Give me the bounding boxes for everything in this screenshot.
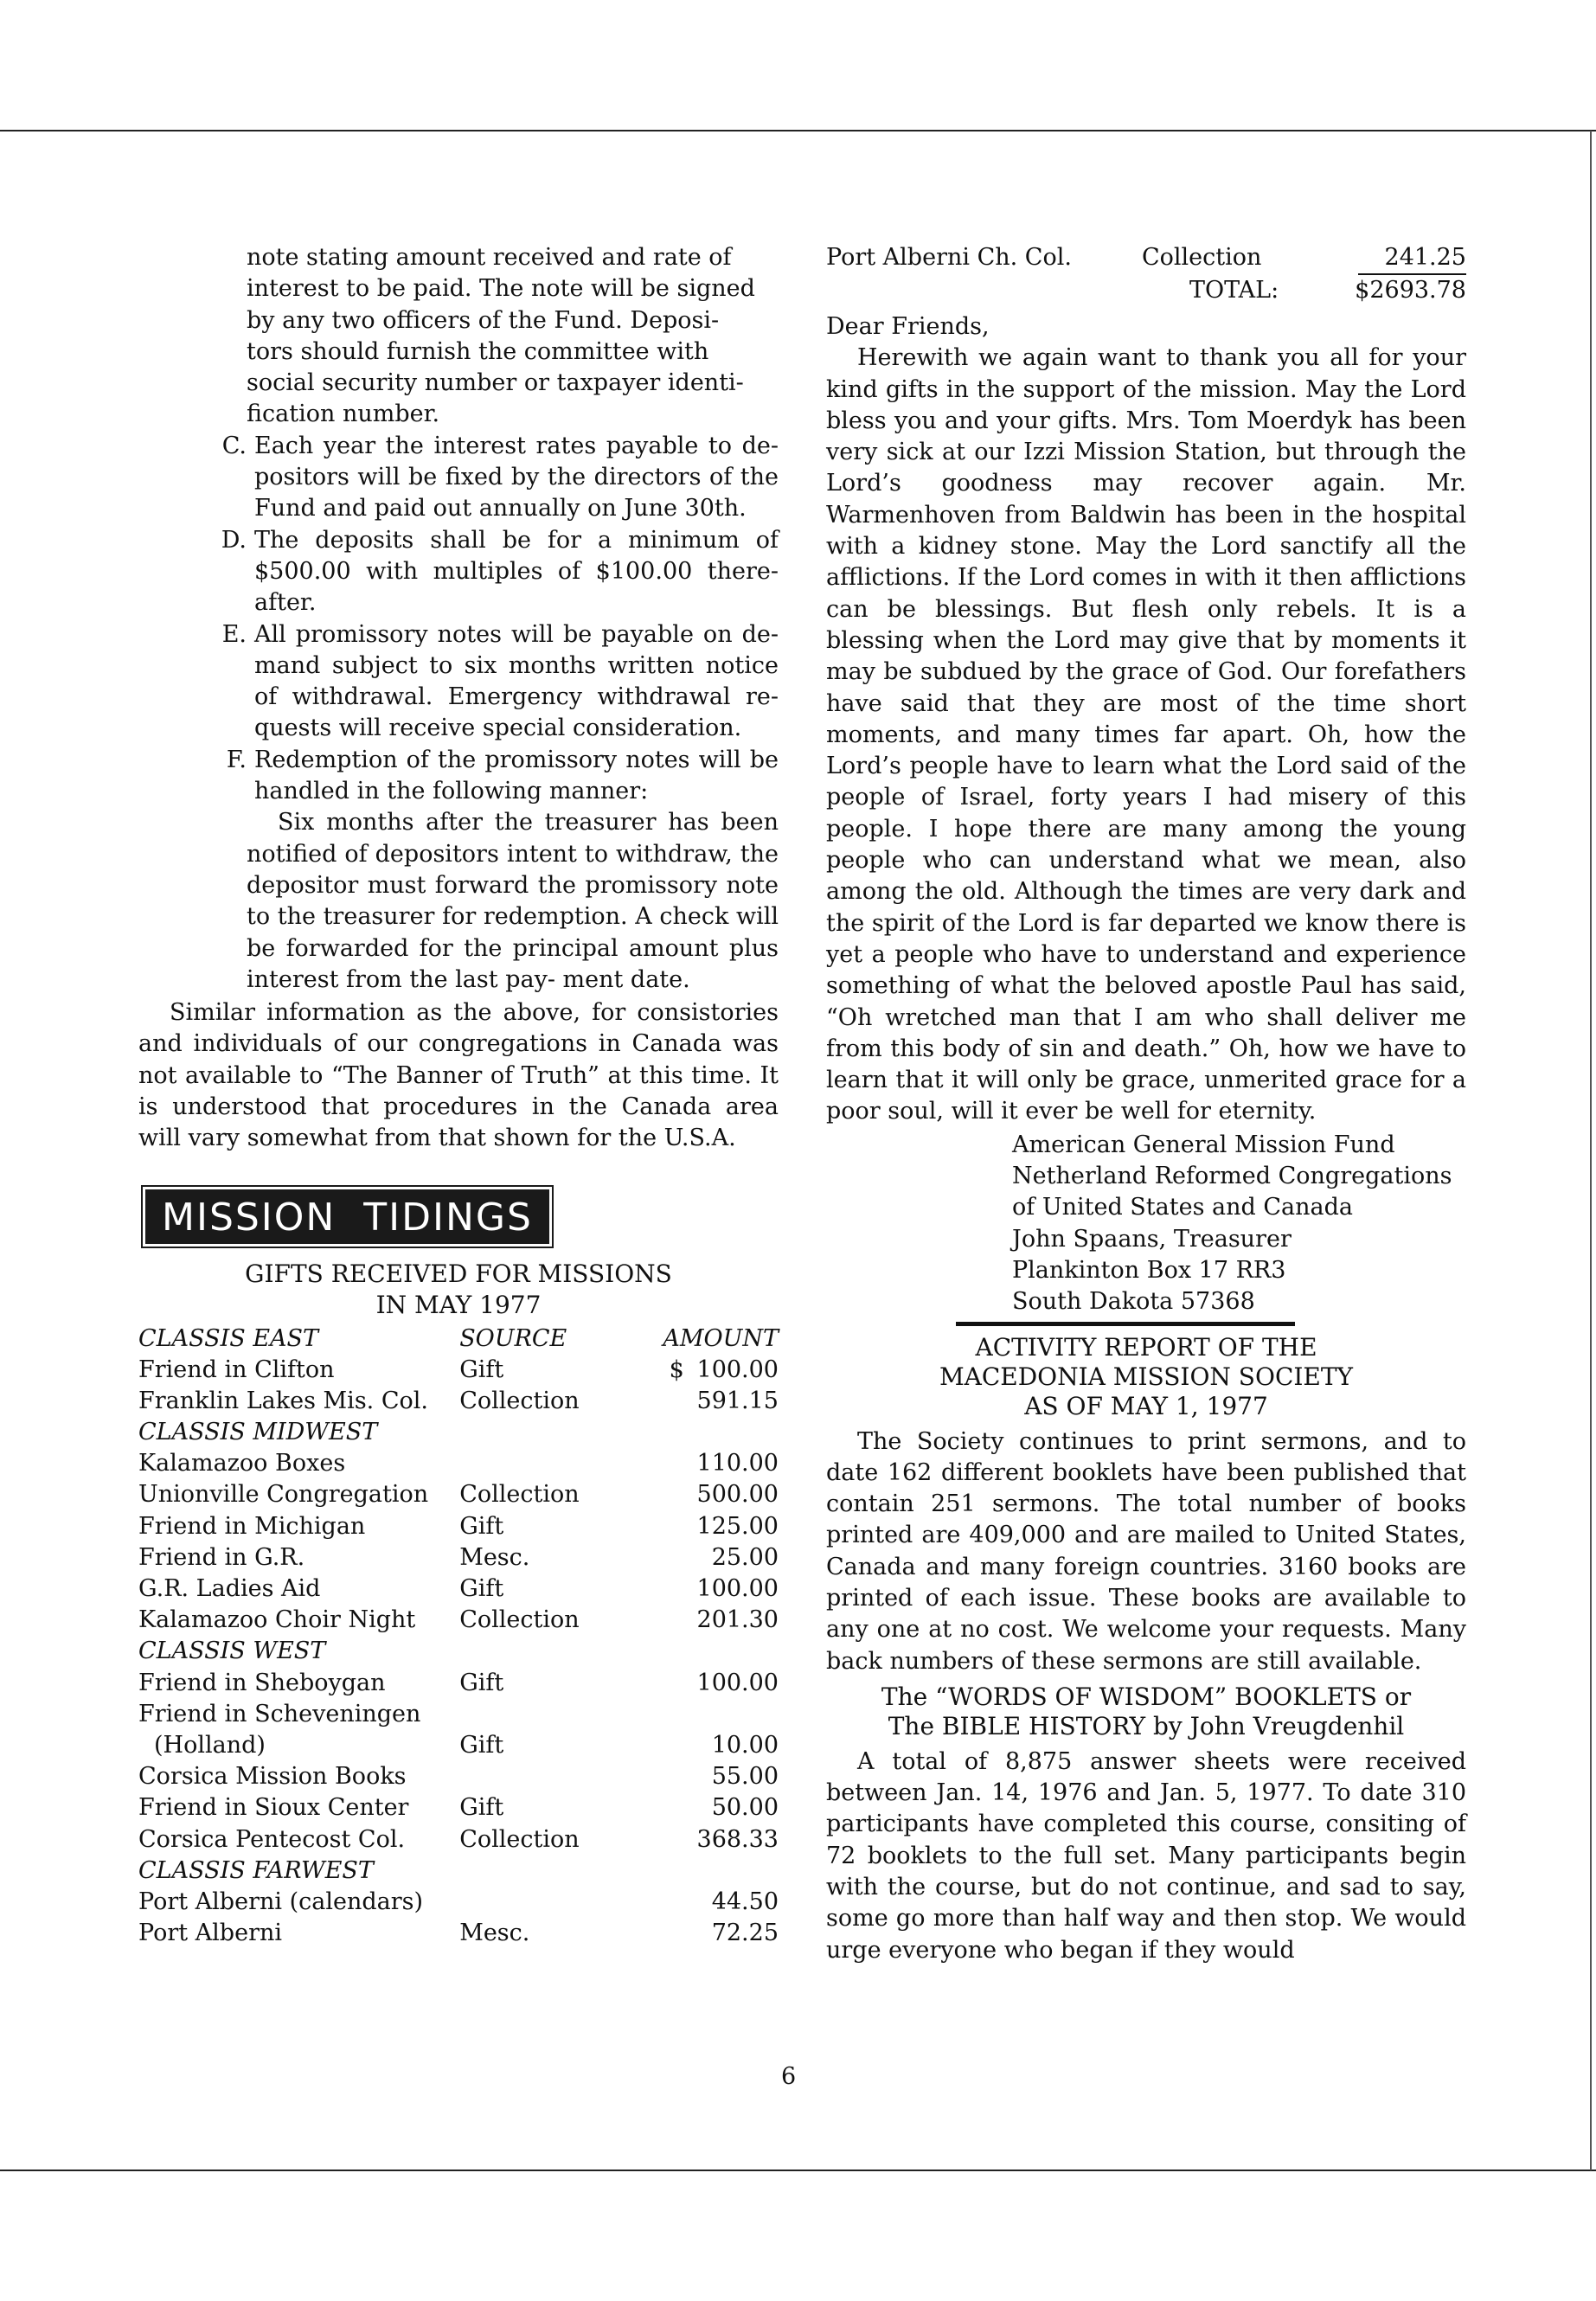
table-row bbox=[138, 1761, 779, 1792]
letter-body: Herewith we again want to thank you all for your kind gifts in the support of the mission. May the Lord bless you and your gifts. Mrs. Tom Moerdyk has been very sick at our Izzi Mission Station, but through the Lord’s goodness may recover again. Mr. Warmenhoven from Baldwin has been in the hospital with a kidney stone. May the Lord sanctify all the afflictions. If the Lord comes in with it then afflictions can be blessings. But flesh only rebels. It is a blessing when the Lord may give that by moments it may be subdued by the grace of God. Our forefathers have said that they are most of the time short moments, and many times far apart. Oh, how the Lord’s people have to learn what the Lord said of the people of Israel, forty years I had misery of this people. I hope there are many among the young people who can understand what we mean, also among the old. Although the times are very dark and the spirit of the Lord is far departed we know there is yet a people who have to understand and experience something of what the beloved apostle Paul has said, “Oh wretched man that I am who shall deliver me from this body of sin and death.” Oh, how we have to learn that it will only be grace, unmerited grace for a poor soul, will it ever be well for eternity. bbox=[826, 344, 1466, 1125]
row-amount: 72.25 bbox=[711, 1920, 779, 1947]
page-number: 6 bbox=[781, 2063, 797, 2090]
row-amount: 10.00 bbox=[711, 1732, 779, 1759]
right-border-line bbox=[1590, 131, 1592, 2170]
similar-information-paragraph: Similar information as the above, for consistories and individuals of our congregations in Canada was not available to “The Banner of Truth” at this time. It is understood that procedures in the Canada area will vary somewhat from that shown for the U.S.A. bbox=[138, 999, 779, 1152]
row-source bbox=[459, 1761, 653, 1792]
gifts-subtitle: IN MAY 1977 bbox=[375, 1290, 542, 1319]
intro-line: social security number or taxpayer identi- bbox=[247, 369, 744, 397]
row-amount: 110.00 bbox=[696, 1450, 779, 1477]
list-text: Each year the interest rates payable to de- positors will be fixed by the directors of the Fund and paid out annually on June 30th. bbox=[254, 432, 779, 522]
classis-row bbox=[138, 1417, 779, 1448]
table-row bbox=[138, 1574, 779, 1605]
table-row bbox=[138, 1511, 779, 1542]
table-row bbox=[138, 1668, 779, 1699]
totals-block bbox=[826, 242, 1466, 306]
row-source bbox=[459, 1448, 653, 1479]
row-name: Friend in Scheveningen bbox=[138, 1700, 421, 1727]
signature-line: John Spaans, Treasurer bbox=[1012, 1225, 1292, 1253]
row-name: Port Alberni bbox=[138, 1920, 282, 1947]
gifts-title: GIFTS RECEIVED FOR MISSIONS bbox=[245, 1259, 672, 1288]
list-letter: D. bbox=[221, 526, 247, 554]
row-source: Collection bbox=[1142, 244, 1262, 271]
table-row bbox=[138, 1887, 779, 1918]
row-amount: 591.15 bbox=[696, 1387, 779, 1414]
row-name: Kalamazoo Boxes bbox=[138, 1450, 346, 1477]
row-name: (Holland) bbox=[154, 1732, 266, 1759]
row-name: Kalamazoo Choir Night bbox=[138, 1606, 416, 1634]
table-row bbox=[826, 242, 1466, 275]
table-row bbox=[138, 1386, 779, 1417]
right-column bbox=[826, 242, 1466, 1966]
row-amount: 201.30 bbox=[696, 1606, 779, 1634]
header-source: SOURCE bbox=[459, 1324, 567, 1352]
list-text: Redemption of the promissory notes will be handled in the following manner: bbox=[254, 746, 779, 805]
activity-heading-line: AS OF MAY 1, 1977 bbox=[1024, 1391, 1268, 1420]
row-amount: 500.00 bbox=[696, 1481, 779, 1509]
row-amount: 100.00 bbox=[696, 1575, 779, 1603]
row-amount: 44.50 bbox=[711, 1888, 779, 1916]
list-item bbox=[212, 619, 779, 745]
intro-paragraph bbox=[138, 242, 779, 431]
top-border-line bbox=[0, 130, 1596, 131]
row-source: Gift bbox=[459, 1669, 504, 1696]
table-row bbox=[138, 1605, 779, 1636]
classis-row bbox=[138, 1636, 779, 1667]
total-label: TOTAL: bbox=[1189, 277, 1279, 304]
list-item bbox=[212, 431, 779, 525]
header-classis-east: CLASSIS EAST bbox=[138, 1324, 319, 1352]
table-row bbox=[138, 1479, 779, 1510]
intro-line: tors should furnish the committee with bbox=[247, 337, 709, 365]
list-text: The deposits shall be for a minimum of $500.00 with multiples of $100.00 there- after. bbox=[254, 526, 779, 617]
total-amount: $2693.78 bbox=[1355, 277, 1466, 304]
row-source: Gift bbox=[459, 1512, 504, 1540]
row-source: Collection bbox=[459, 1606, 580, 1634]
row-source: Collection bbox=[459, 1825, 580, 1853]
row-amount: 241.25 bbox=[1358, 242, 1466, 275]
table-row bbox=[138, 1730, 779, 1761]
signature-line: American General Mission Fund bbox=[1012, 1131, 1395, 1158]
activity-body: The Society continues to print sermons, and to date 162 different booklets have been published that contain 251 sermons. The total number of books printed are 409,000 and are mailed to United States, Canada and many foreign countries. 3160 books are printed of each issue. These books are available to any one at no cost. We welcome your requests. Many back numbers of these sermons are still available. bbox=[826, 1427, 1466, 1675]
table-row bbox=[138, 1355, 779, 1386]
row-source: Mesc. bbox=[459, 1543, 530, 1571]
table-row bbox=[138, 1542, 779, 1574]
row-name: Friend in G.R. bbox=[138, 1543, 305, 1571]
row-source: Mesc. bbox=[459, 1920, 530, 1947]
gifts-table bbox=[138, 1324, 779, 1950]
left-column bbox=[138, 242, 779, 1949]
header-amount: AMOUNT bbox=[663, 1324, 779, 1352]
row-amount: 55.00 bbox=[711, 1763, 779, 1791]
words-heading-line: The “WORDS OF WISDOM” BOOKLETS or bbox=[881, 1682, 1412, 1711]
row-amount: 100.00 bbox=[696, 1669, 779, 1696]
terms-list bbox=[138, 431, 779, 996]
words-heading-line: The BIBLE HISTORY by John Vreugdenhil bbox=[888, 1711, 1405, 1740]
row-name: Unionville Congregation bbox=[138, 1481, 429, 1509]
row-source: Collection bbox=[459, 1481, 580, 1509]
classis-row bbox=[138, 1856, 779, 1887]
total-row bbox=[826, 275, 1466, 306]
row-name: Corsica Pentecost Col. bbox=[138, 1825, 406, 1853]
row-source: Gift bbox=[459, 1794, 504, 1822]
intro-line: note stating amount received and rate of bbox=[247, 244, 732, 271]
table-row bbox=[138, 1448, 779, 1479]
list-text: All promissory notes will be payable on de- mand subject to six months written notice of withdrawal. Emergency withdrawal re- quests will receive special consideration. bbox=[254, 620, 779, 742]
row-amount: 25.00 bbox=[711, 1543, 779, 1571]
row-name: G.R. Ladies Aid bbox=[138, 1575, 321, 1603]
list-item bbox=[212, 745, 779, 808]
signature-line: Netherland Reformed Congregations bbox=[1012, 1163, 1452, 1190]
mission-tidings-banner: MISSION TIDINGS bbox=[145, 1189, 549, 1244]
table-row bbox=[138, 1792, 779, 1823]
row-source: Collection bbox=[459, 1387, 580, 1414]
row-name: Friend in Clifton bbox=[138, 1356, 335, 1383]
row-amount: 50.00 bbox=[711, 1794, 779, 1822]
row-name: Port Alberni Ch. Col. bbox=[826, 244, 1072, 271]
row-name: Friend in Michigan bbox=[138, 1512, 366, 1540]
letter-greeting: Dear Friends, bbox=[826, 313, 990, 340]
redemption-detail: Six months after the treasurer has been notified of depositors intent to withdraw, the depositor must forward the promissory note to the treasurer for redemption. A check will be forwarded for the principal amount plus interest from the last pay- ment date. bbox=[247, 809, 779, 993]
row-name: Friend in Sheboygan bbox=[138, 1669, 386, 1696]
row-source: Gift bbox=[459, 1575, 504, 1603]
row-amount bbox=[654, 1355, 779, 1386]
signature-line: of United States and Canada bbox=[1012, 1194, 1353, 1221]
classis-west-label: CLASSIS WEST bbox=[138, 1638, 326, 1665]
intro-line: fication number. bbox=[247, 401, 440, 428]
row-name: Franklin Lakes Mis. Col. bbox=[138, 1387, 428, 1414]
row-name: Corsica Mission Books bbox=[138, 1763, 407, 1791]
intro-line: by any two officers of the Fund. Deposi- bbox=[247, 306, 720, 334]
row-source: Gift bbox=[459, 1732, 504, 1759]
list-letter: C. bbox=[221, 432, 247, 459]
row-source: Gift bbox=[459, 1356, 504, 1383]
activity-heading-line: ACTIVITY REPORT OF THE bbox=[975, 1332, 1317, 1362]
activity-heading-line: MACEDONIA MISSION SOCIETY bbox=[939, 1362, 1354, 1391]
classis-midwest-label: CLASSIS MIDWEST bbox=[138, 1419, 378, 1446]
intro-line: interest to be paid. The note will be signed bbox=[247, 275, 755, 303]
dollar-sign: $ bbox=[669, 1356, 684, 1383]
signature-line: Plankinton Box 17 RR3 bbox=[1012, 1256, 1286, 1284]
signature-line: South Dakota 57368 bbox=[1012, 1288, 1255, 1316]
table-header-row bbox=[138, 1324, 779, 1355]
signature-block bbox=[826, 1130, 1466, 1318]
bottom-border-line bbox=[0, 2170, 1596, 2171]
table-row bbox=[138, 1699, 779, 1730]
classis-farwest-label: CLASSIS FARWEST bbox=[138, 1856, 374, 1884]
list-item bbox=[212, 525, 779, 619]
words-body: A total of 8,875 answer sheets were received between Jan. 14, 1976 and Jan. 5, 1977. To date 310 participants have completed this course, consiting of 72 booklets to the full set. Many participants begin with the course, but do not continue, and sad to say, some go more than half way and then stop. We would urge everyone who began if they would bbox=[826, 1747, 1466, 1964]
row-name: Friend in Sioux Center bbox=[138, 1794, 409, 1822]
table-row bbox=[138, 1918, 779, 1949]
table-row bbox=[138, 1824, 779, 1856]
row-amount: 125.00 bbox=[696, 1512, 779, 1540]
section-divider bbox=[956, 1322, 1295, 1326]
amount-value: 100.00 bbox=[696, 1356, 779, 1383]
row-name: Port Alberni (calendars) bbox=[138, 1888, 424, 1916]
list-letter: E. bbox=[221, 620, 247, 648]
list-letter: F. bbox=[226, 746, 247, 773]
row-amount: 368.33 bbox=[696, 1825, 779, 1853]
